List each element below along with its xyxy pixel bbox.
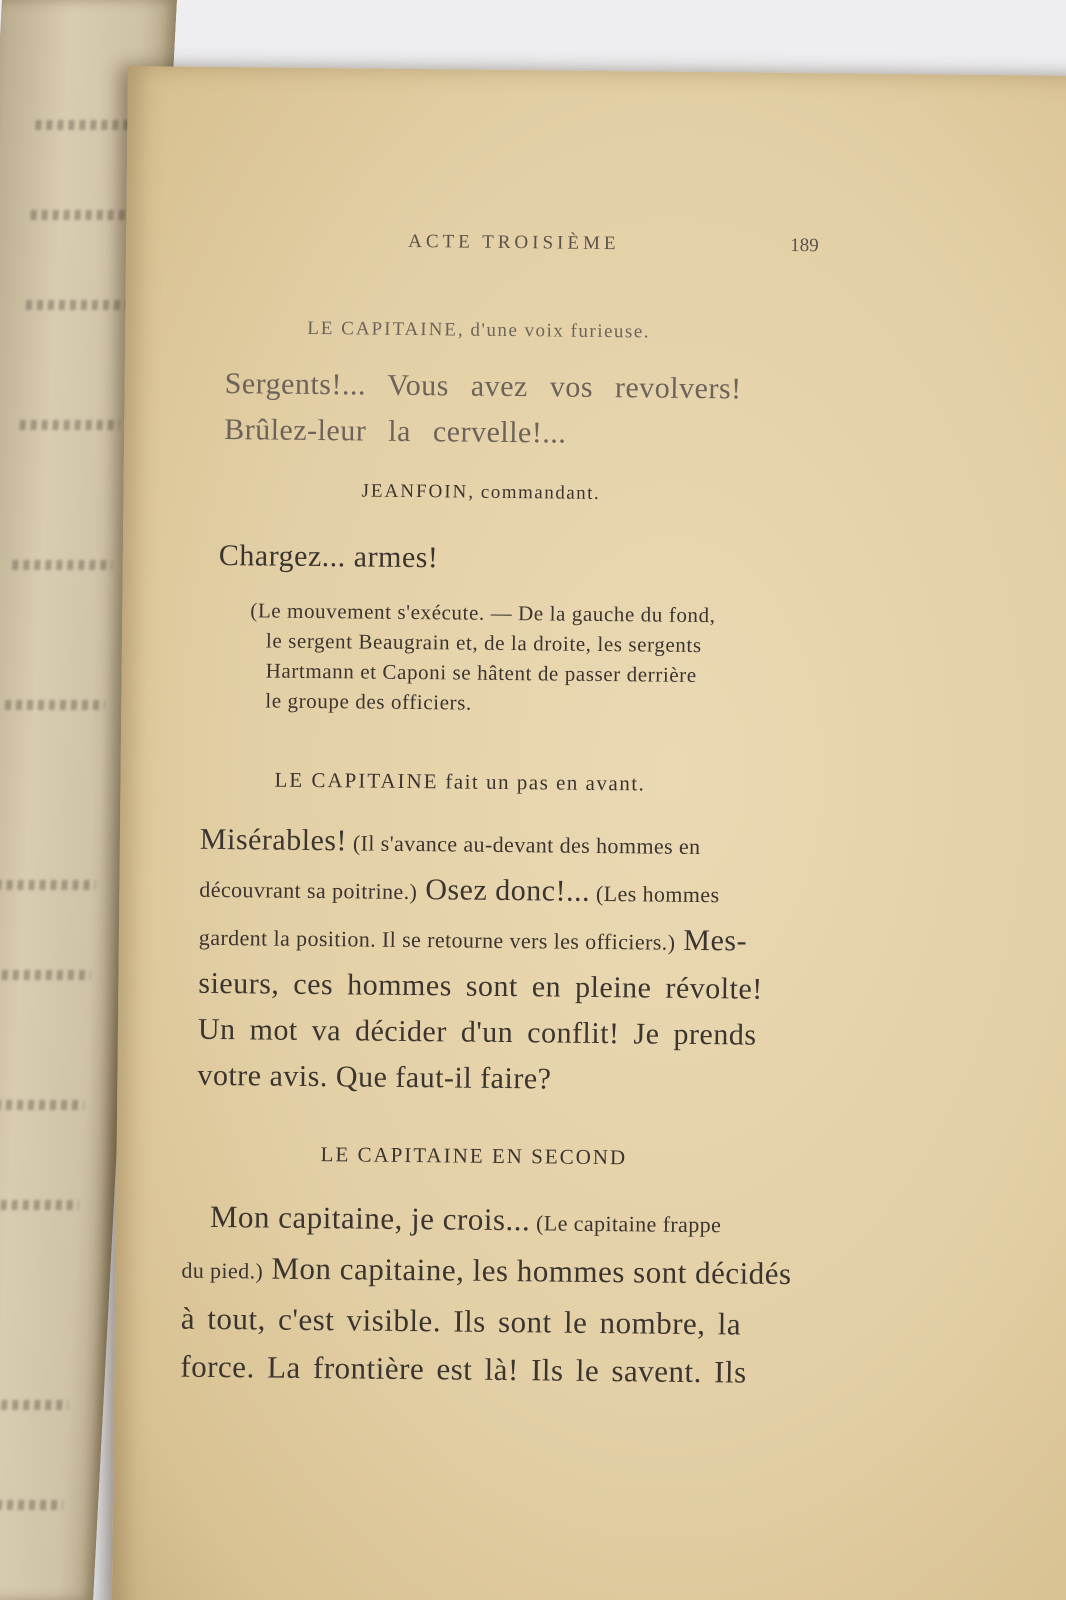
speech-text: Mon capitaine, les hommes sont décidés	[263, 1250, 792, 1292]
stage-direction: , commandant.	[468, 481, 601, 504]
blurred-text-line	[0, 1500, 63, 1510]
speech-line: Chargez... armes!	[218, 538, 439, 575]
speech-block	[197, 817, 764, 1105]
speaker-heading	[361, 480, 600, 504]
book-page	[112, 66, 1066, 1600]
blurred-text-line	[19, 420, 120, 430]
page-number: 189	[790, 234, 819, 257]
speech-line	[199, 865, 764, 919]
speech-block	[219, 533, 439, 581]
speech-line: Brûlez-leur la cervelle!...	[224, 413, 567, 450]
speaker-heading	[320, 1142, 627, 1170]
blurred-text-line	[0, 1400, 69, 1410]
speaker-name: LE CAPITAINE	[274, 767, 439, 794]
speech-line	[199, 913, 764, 967]
stage-line: le groupe des officiers.	[265, 688, 472, 715]
speech-line: force. La frontière est là! Ils le savent. Ils	[180, 1348, 747, 1390]
stage-line: (Le mouvement s'exécute. — De la gauche du fond,	[250, 598, 716, 628]
speech-text: Misérables!	[199, 822, 348, 858]
stage-direction: fait un pas en avant.	[438, 769, 646, 796]
stage-direction-block	[249, 595, 715, 720]
speech-line: votre avis. Que faut-il faire?	[197, 1058, 552, 1096]
speech-line	[200, 817, 765, 871]
stage-aside: (Les hommes	[589, 880, 720, 908]
blurred-text-line	[5, 700, 106, 710]
speech-block	[224, 361, 742, 458]
blurred-text-line	[26, 300, 127, 310]
stage-line: le sergent Beaugrain et, de la droite, les sergents	[265, 628, 702, 658]
speech-line	[182, 1193, 793, 1250]
stage-aside: (Il s'avance au-devant des hommes en	[346, 830, 701, 860]
stage-aside: du pied.)	[181, 1257, 264, 1284]
speech-line: sieurs, ces hommes sont en pleine révolte!	[198, 966, 763, 1006]
blurred-text-line	[0, 1100, 84, 1110]
blurred-text-line	[0, 1200, 79, 1210]
speech-text: Osez donc!...	[417, 873, 591, 908]
speech-line: Un mot va décider d'un conflit! Je prends	[197, 1012, 757, 1052]
stage-direction: , d'une voix furieuse.	[457, 319, 651, 343]
speaker-name: LE CAPITAINE	[307, 317, 459, 341]
stage-aside: gardent la position. Il se retourne vers les officiers.)	[198, 924, 676, 955]
speech-text: Mes-	[675, 923, 748, 958]
stage-aside: (Le capitaine frappe	[530, 1210, 722, 1238]
blurred-text-line	[12, 560, 113, 570]
speaker-heading	[307, 318, 650, 344]
speech-line: à tout, c'est visible. Ils sont le nombre, la	[180, 1300, 742, 1342]
running-title: ACTE TROISIÈME	[408, 230, 620, 255]
speech-block	[180, 1193, 792, 1397]
speech-line	[181, 1244, 792, 1301]
stage-aside: découvrant sa poitrine.)	[199, 876, 418, 905]
blurred-text-line	[0, 970, 91, 980]
speaker-heading	[274, 768, 645, 797]
speech-text: Mon capitaine, je crois...	[209, 1198, 531, 1238]
speaker-name: LE CAPITAINE EN SECOND	[320, 1142, 628, 1170]
speech-line: Sergents!... Vous avez vos revolvers!	[224, 367, 742, 406]
speaker-name: JEANFOIN	[361, 480, 469, 503]
blurred-text-line	[0, 880, 96, 890]
blurred-text-line	[30, 210, 131, 220]
stage-line: Hartmann et Caponi se hâtent de passer derrière	[265, 658, 697, 687]
page-header	[126, 228, 1066, 268]
blurred-text-line	[35, 120, 136, 130]
